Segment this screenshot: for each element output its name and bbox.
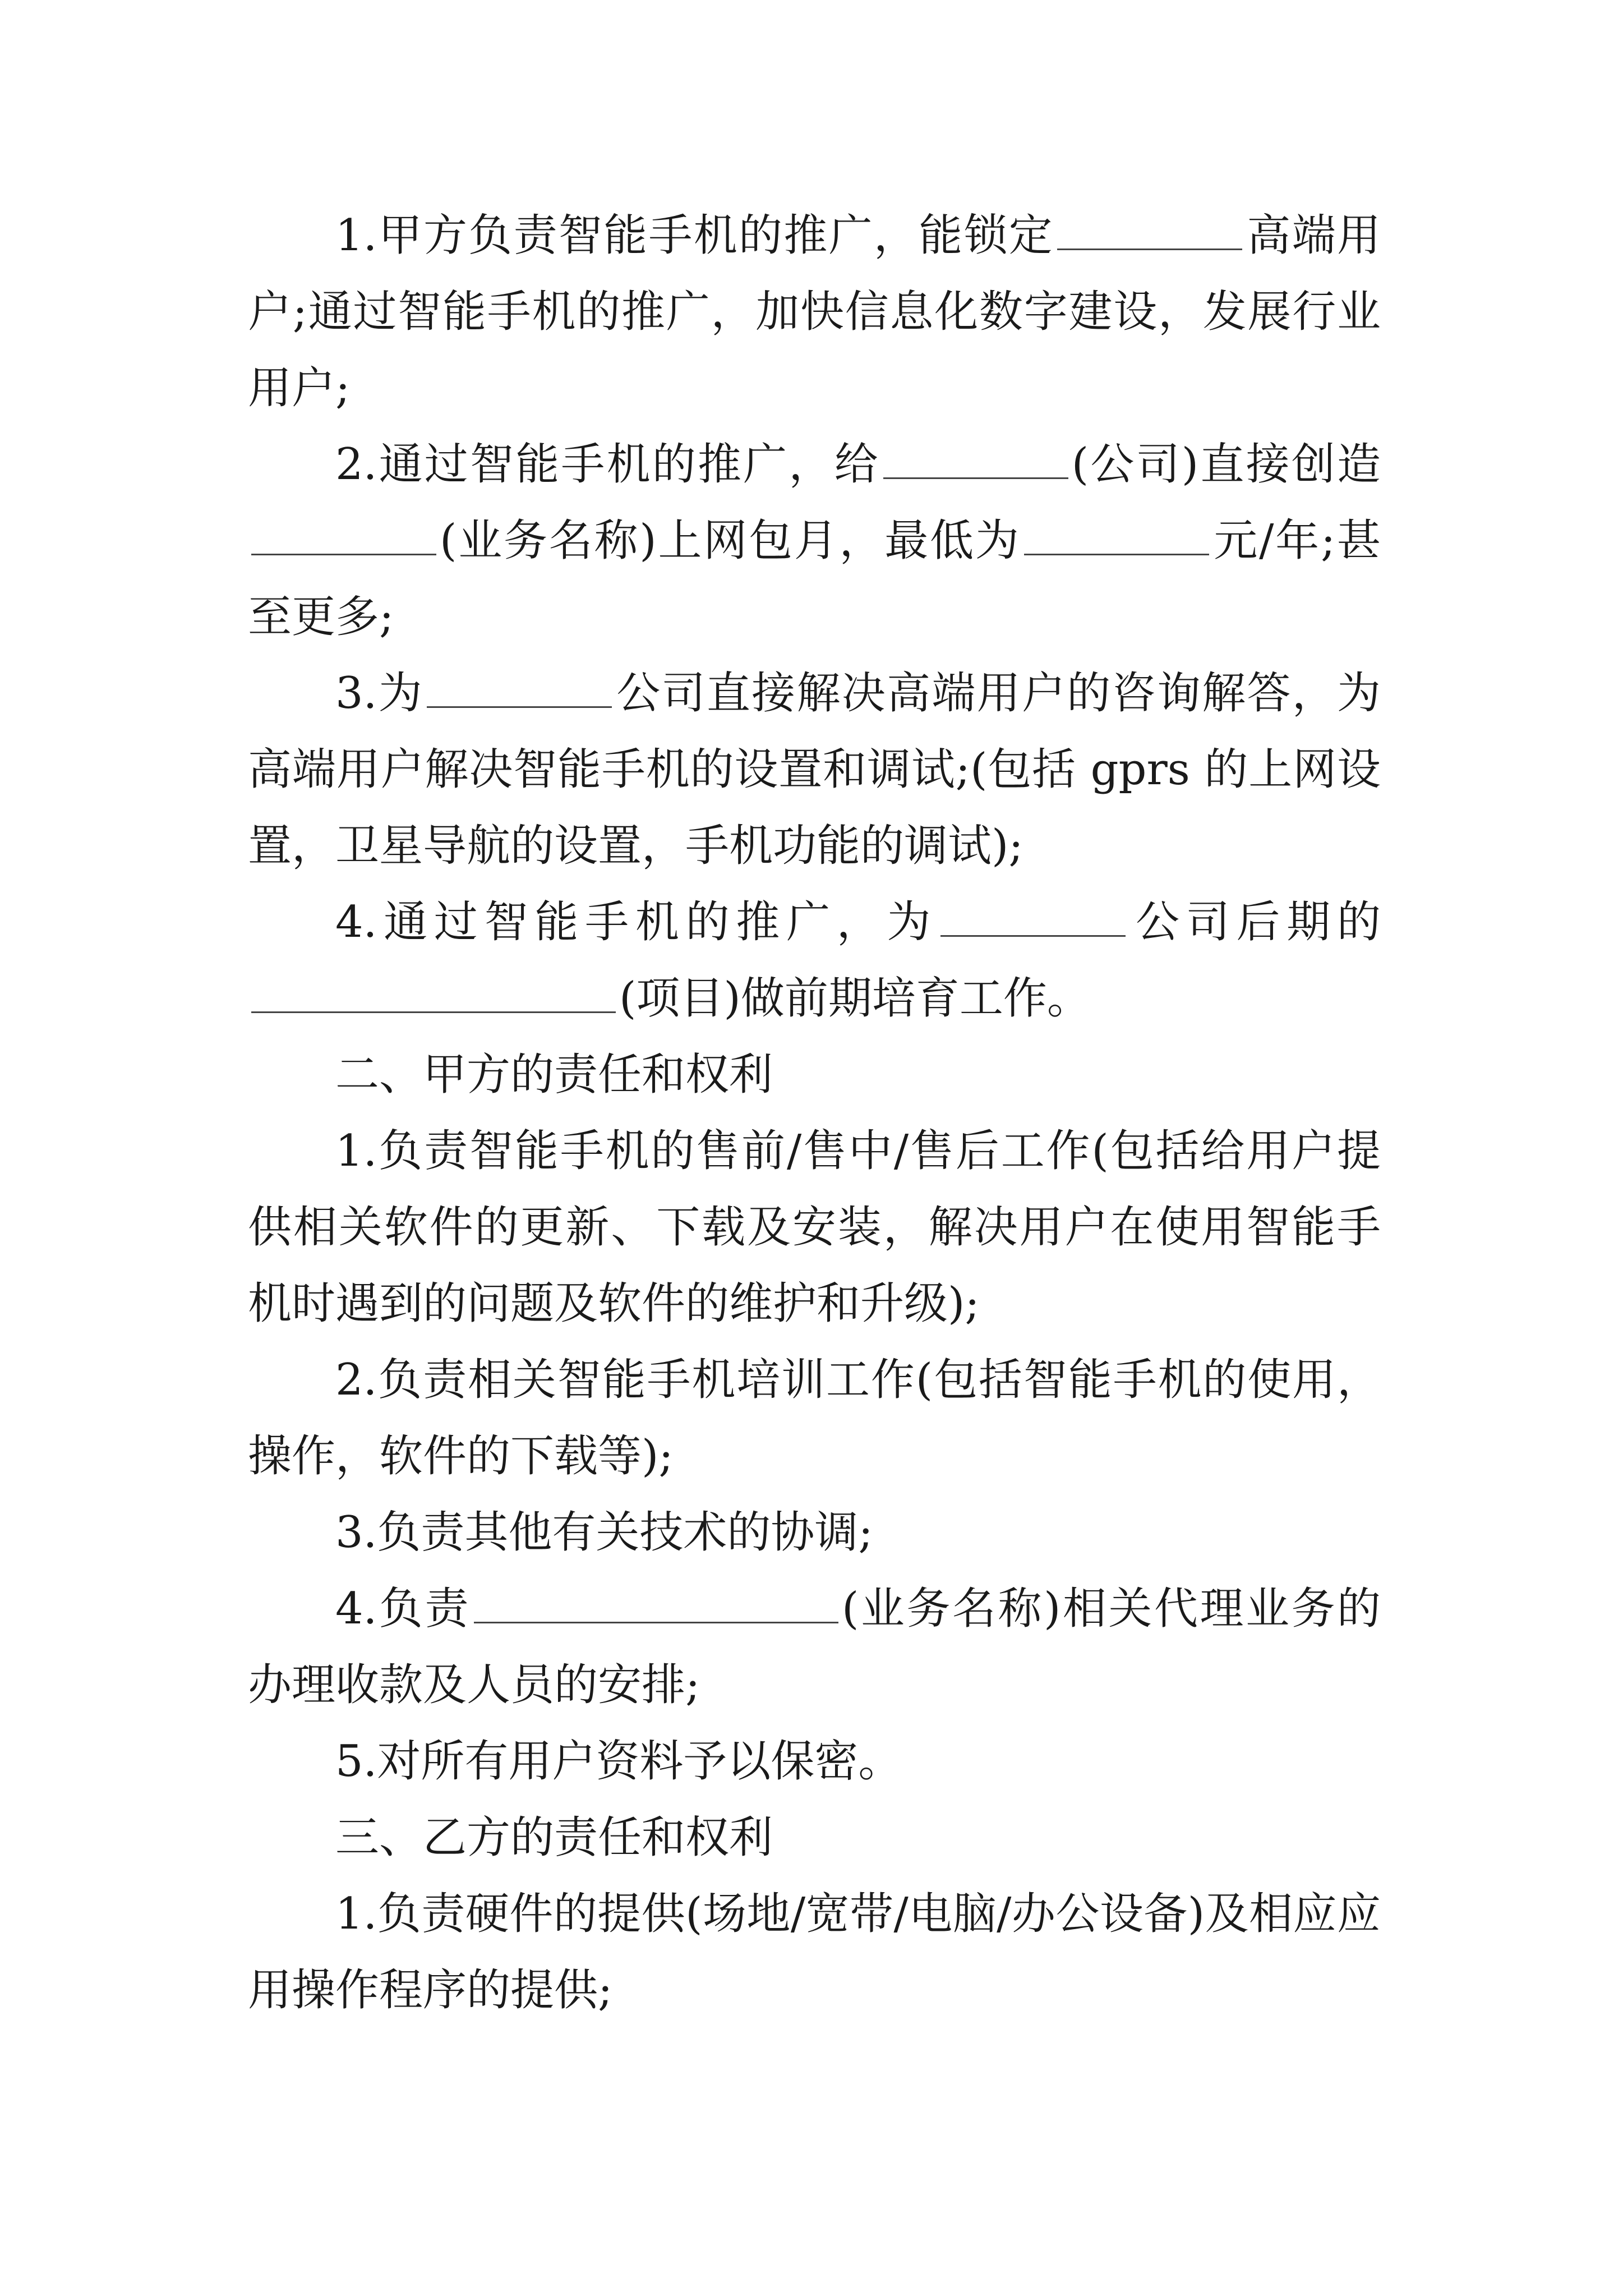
paragraph-text: 3.负责其他有关技术的协调; [335, 1507, 873, 1558]
paragraph-text: (项目)做前期培育工作。 [619, 973, 1091, 1024]
document-body [248, 197, 1381, 2028]
paragraph-text: 4.通过智能手机的推广，为 [335, 897, 938, 947]
section-heading-3: 三、乙方的责任和权利 [335, 1812, 773, 1863]
paragraph-5 [248, 1113, 1381, 1342]
paragraph-text: 1.负责智能手机的售前/售中/售后工作(包括给用户提供相关软件的更新、下载及安装，解决用户在使用智能手机时遇到的问题及软件的维护和升级); [248, 1126, 1381, 1329]
paragraph-1 [248, 197, 1381, 426]
paragraph-3 [248, 655, 1381, 884]
fill-in-blank [474, 1588, 838, 1623]
paragraph-text: 2.负责相关智能手机培训工作(包括智能手机的使用，操作，软件的下载等); [248, 1355, 1381, 1481]
paragraph-text: 公司后期的 [1129, 897, 1381, 947]
paragraph-text: 1.甲方负责智能手机的推广，能锁定 [335, 210, 1054, 261]
paragraph-2 [248, 426, 1381, 655]
paragraph-6 [248, 1342, 1381, 1494]
fill-in-blank [1057, 215, 1242, 250]
fill-in-blank [1024, 520, 1209, 555]
paragraph-text: 1.负责硬件的提供(场地/宽带/电脑/办公设备)及相应应用操作程序的提供; [248, 1889, 1381, 2016]
paragraph-text: (业务名称)上网包月，最低为 [440, 516, 1021, 566]
fill-in-blank [251, 520, 436, 555]
section-heading-2: 二、甲方的责任和权利 [335, 1050, 773, 1100]
paragraph-10 [248, 1876, 1381, 2028]
paragraph-text: 4.负责 [335, 1584, 471, 1634]
paragraph-text: 3.为 [335, 668, 424, 719]
paragraph-text: (业务名称)相关代理业务的办理收款及人员的安排; [248, 1584, 1381, 1710]
paragraph-4 [248, 884, 1381, 1037]
fill-in-blank [883, 444, 1068, 479]
fill-in-blank [251, 978, 616, 1013]
paragraph-7 [248, 1494, 1381, 1571]
paragraph-text: 5.对所有用户资料予以保密。 [335, 1736, 902, 1787]
paragraph-text: 2.通过智能手机的推广，给 [335, 439, 880, 490]
fill-in-blank [940, 901, 1126, 937]
paragraph-text: 高端用户;通过智能手机的推广，加快信息化数字建设，发展行业用户; [248, 210, 1381, 413]
paragraph-text: 元/年;甚至更多; [248, 516, 1381, 642]
paragraph-9 [248, 1723, 1381, 1800]
paragraph-8 [248, 1571, 1381, 1723]
fill-in-blank [427, 673, 612, 708]
paragraph-text: 公司直接解决高端用户的咨询解答，为高端用户解决智能手机的设置和调试;(包括 gprs 的上网设置，卫星导航的设置，手机功能的调试); [248, 668, 1381, 871]
paragraph-text: (公司)直接创造 [1071, 439, 1381, 490]
